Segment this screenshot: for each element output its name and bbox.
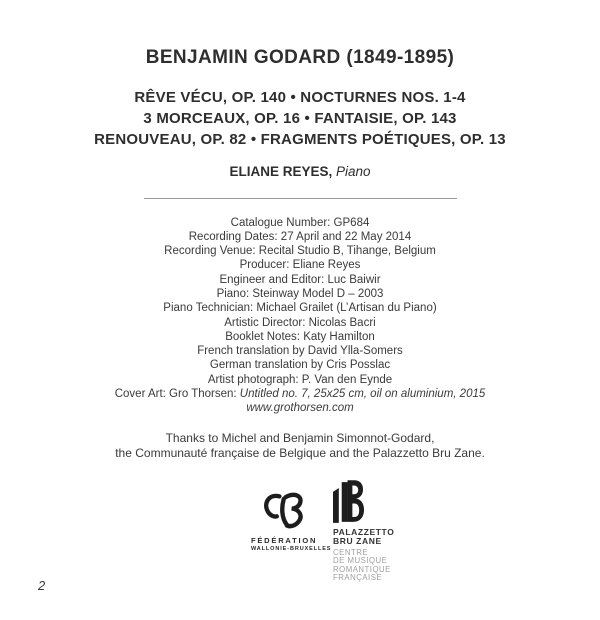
palazzetto-logo-name-1: PALAZZETTO <box>333 526 395 537</box>
credit-line-german-translation: German translation by Cris Posslac <box>209 359 391 372</box>
credit-line-recording-dates: Recording Dates: 27 April and 22 May 2014 <box>188 230 412 243</box>
works-line-2: 3 MORCEAUX, OP. 16 • FANTAISIE, OP. 143 <box>143 110 457 127</box>
credits-block <box>0 216 600 416</box>
palazzetto-logo-desc-2: DE MUSIQUE <box>333 556 388 566</box>
performer-instrument: Piano <box>336 164 371 179</box>
thanks-line-2: the Communauté française de Belgique and the Palazzetto Bru Zane. <box>115 446 485 461</box>
credit-line-piano: Piano: Steinway Model D – 2003 <box>216 287 384 300</box>
palazzetto-logo-desc-4: FRANÇAISE <box>333 573 383 583</box>
logos-row <box>25 480 600 583</box>
cover-art-label: Cover Art: Gro Thorsen: <box>114 388 240 401</box>
credit-line-engineer: Engineer and Editor: Luc Baiwir <box>219 273 381 286</box>
palazzetto-bru-zane-logo <box>333 480 399 583</box>
palazzetto-logo-desc-1: CENTRE <box>333 547 369 557</box>
album-title: BENJAMIN GODARD (1849-1895) <box>145 47 455 68</box>
federation-logo-name: FÉDÉRATION <box>251 535 318 545</box>
credit-line-producer: Producer: Eliane Reyes <box>239 259 361 272</box>
credit-line-artist-photograph: Artist photograph: P. Van den Eynde <box>207 373 393 386</box>
credit-line-artistic-director: Artistic Director: Nicolas Bacri <box>224 316 376 329</box>
palazzetto-logo-name-2: BRU ZANE <box>333 536 382 547</box>
federation-logo-region: WALLONIE-BRUXELLES <box>251 545 332 552</box>
palazzetto-logo-desc-3: ROMANTIQUE <box>333 564 391 574</box>
credit-line-catalogue: Catalogue Number: GP684 <box>230 216 370 229</box>
works-line-1: RÊVE VÉCU, OP. 140 • NOCTURNES NOS. 1-4 <box>134 89 466 106</box>
thanks-block <box>0 431 600 462</box>
divider-rule <box>144 198 457 199</box>
credit-line-cover-art <box>0 387 600 401</box>
cover-art-title: Untitled no. 7, 25x25 cm, oil on aluminium, 2015 <box>239 388 486 401</box>
credit-line-french-translation: French translation by David Ylla-Somers <box>197 345 403 358</box>
bru-zane-monogram-icon <box>333 480 364 523</box>
credit-line-website: www.grothorsen.com <box>246 402 354 415</box>
works-line-3: RENOUVEAU, OP. 82 • FRAGMENTS POÉTIQUES, OP. 13 <box>94 131 506 148</box>
credit-line-piano-technician: Piano Technician: Michael Grailet (L’Artisan du Piano) <box>163 302 437 315</box>
works-list <box>0 87 600 150</box>
credit-line-recording-venue: Recording Venue: Recital Studio B, Tihange, Belgium <box>164 245 436 258</box>
wb-monogram-icon <box>261 492 303 532</box>
performer-line <box>0 164 600 181</box>
performer-name: ELIANE REYES, <box>229 164 333 179</box>
page-number: 2 <box>38 578 46 593</box>
credit-line-booklet-notes: Booklet Notes: Katy Hamilton <box>225 330 375 343</box>
federation-wallonie-bruxelles-logo <box>251 480 332 552</box>
thanks-line-1: Thanks to Michel and Benjamin Simonnot-Godard, <box>165 430 435 445</box>
